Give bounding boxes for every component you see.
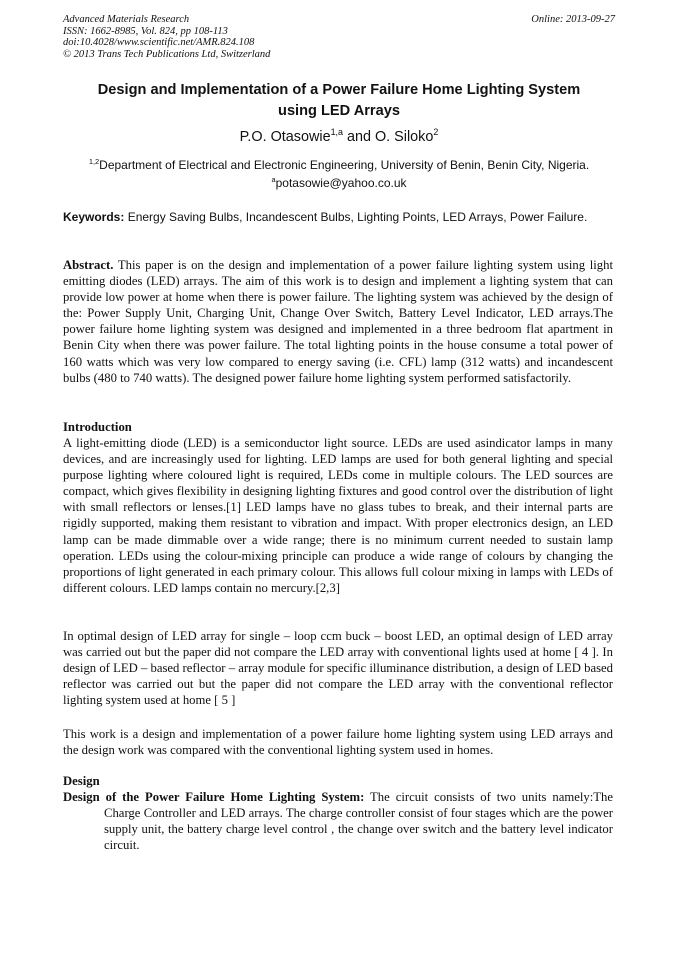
author-email[interactable]: potasowie@yahoo.co.uk bbox=[275, 176, 407, 190]
keywords-text: Energy Saving Bulbs, Incandescent Bulbs, Lighting Points, LED Arrays, Power Failure. bbox=[127, 210, 588, 224]
affiliation-line bbox=[63, 156, 615, 174]
author-1-affil: 1,a bbox=[330, 127, 343, 138]
affiliation-sup: 1,2 bbox=[88, 157, 100, 166]
keywords-label: Keywords: bbox=[63, 210, 125, 224]
title-line-2: using LED Arrays bbox=[278, 103, 400, 119]
author-line bbox=[63, 127, 615, 147]
paper-title bbox=[63, 80, 615, 122]
keywords-paragraph bbox=[63, 208, 615, 226]
online-date: Online: 2013-09-27 bbox=[531, 14, 615, 25]
title-line-1: Design and Implementation of a Power Failure Home Lighting System bbox=[97, 82, 581, 98]
journal-header bbox=[63, 14, 270, 60]
design-paragraph bbox=[63, 789, 613, 853]
author-2-affil: 2 bbox=[433, 127, 439, 138]
author-2: and O. Siloko bbox=[342, 129, 434, 145]
journal-name: Advanced Materials Research bbox=[63, 14, 190, 25]
author-1: P.O. Otasowie bbox=[239, 129, 331, 145]
affiliation-block bbox=[63, 156, 615, 192]
doi-line[interactable]: doi:10.4028/www.scientific.net/AMR.824.108 bbox=[63, 37, 255, 49]
introduction-paragraph-1: A light-emitting diode (LED) is a semiconductor light source. LEDs are used asindicator lamps in many devices, and are increasingly used for lighting. LED lamps are used for both general lighting and special purpose lighting where coloured light is required, LEDs come in multiple colours. The LED sources are compact, which gives flexibility in designing lighting fixtures and good control over the distribution of light with small reflectors or lenses.[1] LED lamps have no glass tubes to break, and their internal parts are rigidly supported, making them resistant to vibration and impact. With proper electronics design, an LED lamp can be made dimmable over a wide range; there is no minimum current needed to sustain lamp operation. LEDs using the colour-mixing principle can produce a wide range of colours by changing the proportions of light generated in each primary colour. This allows full colour mixing in lamps with LEDs of different colours. LED lamps contain no mercury.[2,3] bbox=[63, 436, 613, 595]
email-sup: a bbox=[271, 175, 276, 184]
introduction-paragraph-3: This work is a design and implementation of a power failure home lighting system using LED arrays and the design work was compared with the conventional lighting system used in homes. bbox=[63, 727, 613, 758]
abstract-paragraph bbox=[63, 257, 613, 386]
affiliation-text: Department of Electrical and Electronic Engineering, University of Benin, Benin City, Nigeria. bbox=[99, 158, 590, 172]
introduction-heading: Introduction bbox=[63, 420, 132, 434]
issn-line: ISSN: 1662-8985, Vol. 824, pp 108-113 bbox=[63, 25, 228, 37]
design-subheading: Design of the Power Failure Home Lighting System: bbox=[63, 790, 365, 804]
copyright-line: © 2013 Trans Tech Publications Ltd, Switzerland bbox=[63, 48, 271, 60]
abstract-text: This paper is on the design and implementation of a power failure lighting system using light emitting diodes (LED) arrays. The aim of this work is to design and implement a lighting system that can provide low power at home when there is power failure. The lighting system was achieved by the design of the: Power Supply Unit, Charging Unit, Change Over Switch, Battery Level Indicator, LED arrays.The power failure home lighting system was designed and implemented in a three bedroom flat apartment in Benin City when there was power failure. The total lighting points in the house consume a total power of 160 watts which was very low compared to energy saving (i.e. CFL) lamp (312 watts) and incandescent bulbs (480 to 740 watts). The designed power failure home lighting system performed satisfactorily. bbox=[63, 258, 613, 385]
introduction-paragraph-2: In optimal design of LED array for single – loop ccm buck – boost LED, an optimal design of LED array was carried out but the paper did not compare the LED array with conventional lights used at home [ 4 ]. In design of LED – based reflector – array module for specific illuminance distribution, a design of LED based reflector was carried out but the paper did not compare the LED array with the conventional reflector lighting system used at home [ 5 ] bbox=[63, 629, 613, 708]
email-line bbox=[63, 174, 615, 192]
design-text: The circuit consists of two units namely:The Charge Controller and LED arrays. The charge controller consist of four stages which are the power supply unit, the battery charge level control , the change over switch and the battery level indicator circuit. bbox=[104, 790, 613, 853]
abstract-label: Abstract. bbox=[63, 258, 114, 272]
design-heading: Design bbox=[63, 774, 100, 788]
